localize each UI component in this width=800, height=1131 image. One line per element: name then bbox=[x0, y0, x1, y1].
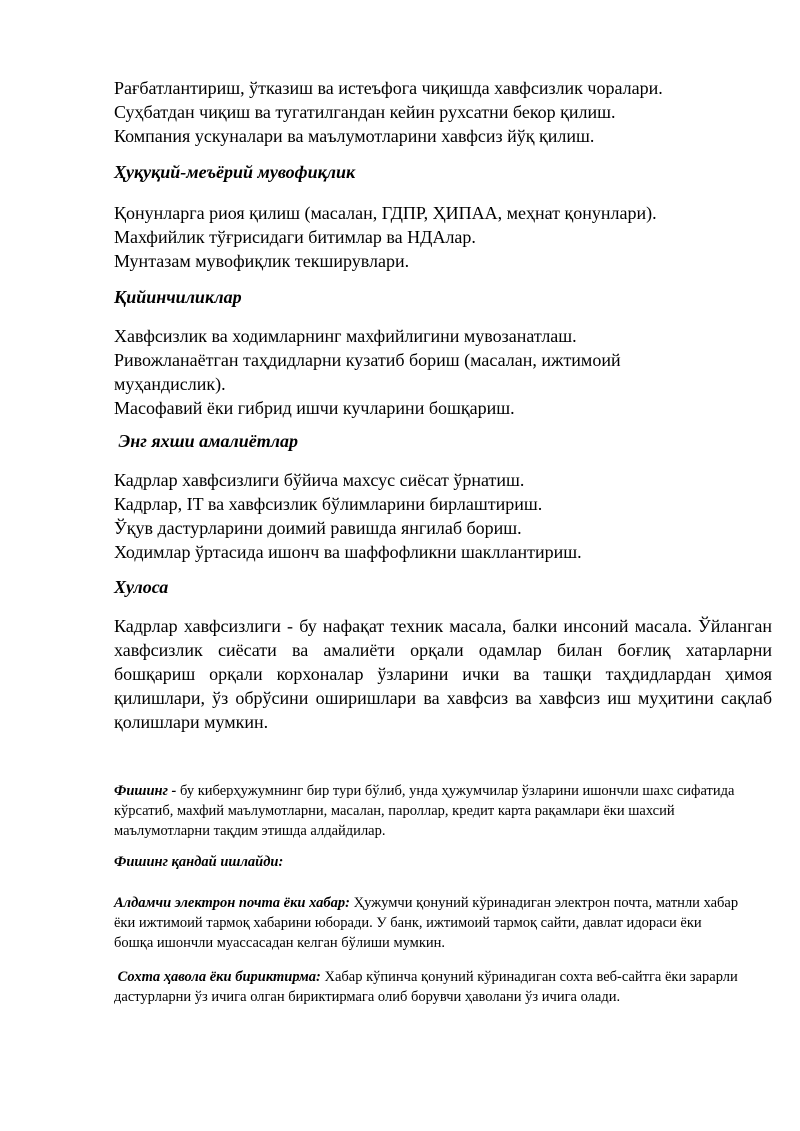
section-heading-challenges: Қийинчиликлар bbox=[114, 287, 242, 307]
list-item: Ходимлар ўртасида ишонч ва шаффофликни шакллантириш. bbox=[114, 542, 582, 562]
compliance-list bbox=[114, 201, 688, 273]
phishing-definition-text: бу киберҳужумнинг бир тури бўлиб, унда ҳужумчилар ўзларини ишончли шахс сифатида кўрсатиб, махфий маълумотларни, масалан, пароллар, кредит карта рақамлари ёки шахсий маълумотларни тақдим этишда алдайдилар. bbox=[114, 783, 735, 839]
list-item: Кадрлар, IT ва хавфсизлик бўлимларини бирлаштириш. bbox=[114, 494, 543, 514]
phishing-item bbox=[114, 967, 742, 1007]
phishing-item-text: Ҳужумчи қонуний кўринадиган электрон почта, матнли хабар ёки ижтимоий тармоқ хабарини юборади. У банк, ижтимоий тармоқ сайти, давлат идораси ёки бошқа ишончли муассасадан келган бўлиши мумкин. bbox=[114, 895, 739, 951]
best-practices-list bbox=[114, 468, 688, 564]
conclusion-paragraph: Кадрлар хавфсизлиги - бу нафақат техник масала, балки инсоний масала. Ўйланган хавфсизлик сиёсати ва амалиёти орқали одамлар билан боғлиқ хатарларни бошқариш орқали корхоналар ўзларини ички ва ташқи таҳдидлардан ҳимоя қилишлари, ўз обрўсини оширишлари ва хавфсиз ва хавфсиз иш муҳитини сақлаб қолишлари мумкин. bbox=[114, 616, 772, 732]
list-item: Хавфсизлик ва ходимларнинг махфийлигини мувозанатлаш. bbox=[114, 326, 577, 346]
section-heading-best-practices: Энг яхши амалиётлар bbox=[114, 431, 298, 451]
phishing-item-term: Сохта ҳавола ёки бириктирма: bbox=[114, 969, 321, 985]
list-item: муҳандислик). bbox=[114, 374, 226, 394]
list-item: Ривожланаётган таҳдидларни кузатиб бориш (масалан, ижтимоий bbox=[114, 350, 621, 370]
phishing-how-heading: Фишинг қандай ишлайди: bbox=[114, 854, 284, 870]
phishing-item bbox=[114, 893, 742, 953]
security-measures-list bbox=[114, 76, 688, 148]
list-item: Ўқув дастурларини доимий равишда янгилаб бориш. bbox=[114, 518, 522, 538]
list-item: Кадрлар хавфсизлиги бўйича махсус сиёсат ўрнатиш. bbox=[114, 470, 525, 490]
list-item: Мунтазам мувофиқлик текширувлари. bbox=[114, 251, 410, 271]
phishing-item-text: Хабар кўпинча қонуний кўринадиган сохта веб-сайтга ёки зарарли дастурларни ўз ичига олган бириктирмага олиб борувчи ҳаволани ўз ичига олади. bbox=[114, 969, 742, 1005]
section-heading-compliance: Ҳуқуқий-меъёрий мувофиқлик bbox=[114, 162, 356, 182]
section-heading-conclusion: Хулоса bbox=[114, 577, 169, 597]
list-item: Рағбатлантириш, ўтказиш ва истеъфога чиқишда хавфсизлик чоралари. bbox=[114, 78, 663, 98]
list-item: Масофавий ёки гибрид ишчи кучларини бошқариш. bbox=[114, 398, 515, 418]
list-item: Махфийлик тўғрисидаги битимлар ва НДАлар. bbox=[114, 227, 476, 247]
phishing-item-term: Алдамчи электрон почта ёки хабар: bbox=[114, 895, 350, 911]
list-item: Компания ускуналари ва маълумотларини хавфсиз йўқ қилиш. bbox=[114, 126, 595, 146]
challenges-list bbox=[114, 324, 688, 420]
list-item: Қонунларга риоя қилиш (масалан, ГДПР, ҲИПАА, меҳнат қонунлари). bbox=[114, 203, 657, 223]
phishing-term: Фишинг - bbox=[114, 783, 181, 799]
list-item: Суҳбатдан чиқиш ва тугатилгандан кейин рухсатни бекор қилиш. bbox=[114, 102, 616, 122]
phishing-definition bbox=[114, 781, 742, 841]
